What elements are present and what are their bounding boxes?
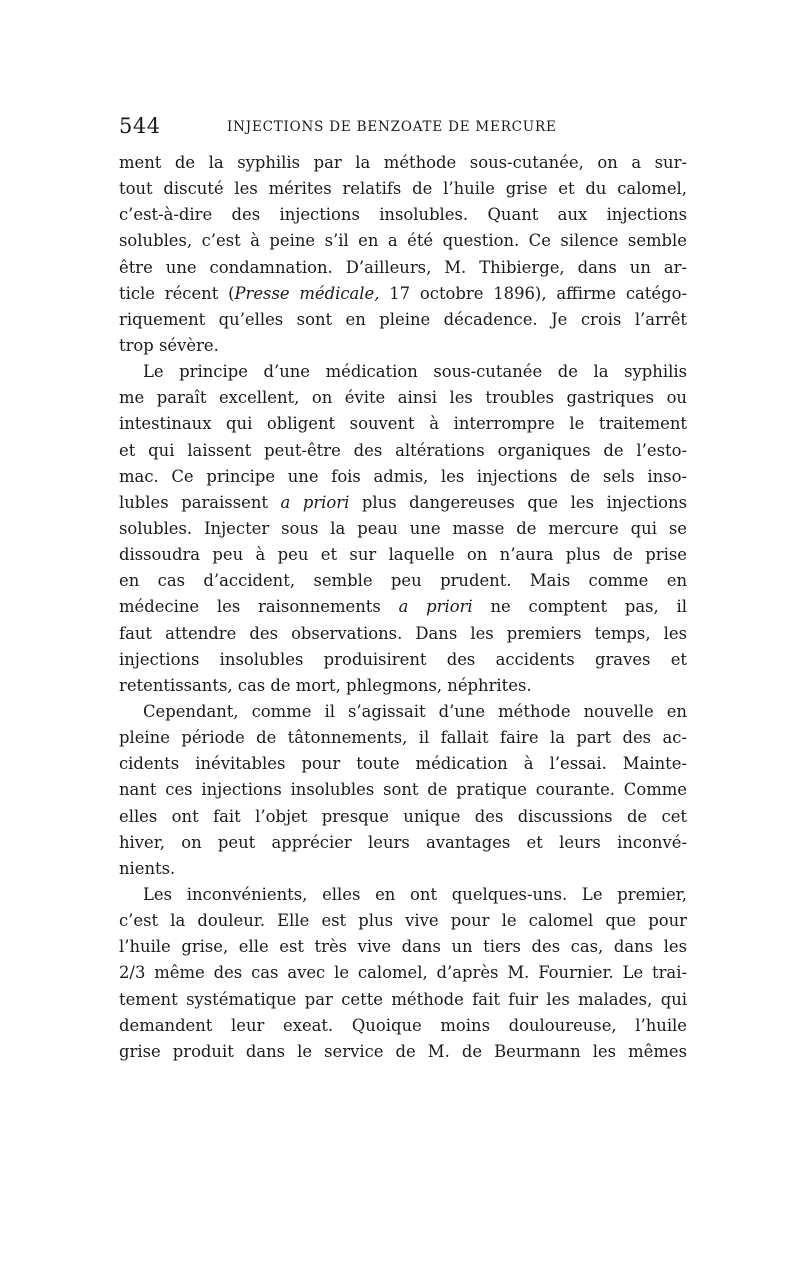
text-line: me paraît excellent, on évite ainsi les troubles gastriques ou bbox=[119, 388, 687, 408]
text-line: solubles, c’est à peine s’il en a été question. Ce silence semble bbox=[119, 231, 687, 251]
text-line: demandent leur exeat. Quoique moins douloureuse, l’huile bbox=[119, 1015, 687, 1035]
text-line: nients. bbox=[119, 858, 176, 878]
text-line bbox=[119, 281, 687, 307]
text-line: faut attendre des observations. Dans les premiers temps, les bbox=[119, 623, 687, 643]
text-line: tout discuté les mérites relatifs de l’huile grise et du calomel, bbox=[119, 179, 687, 199]
text-line bbox=[119, 594, 687, 620]
text-line: Les inconvénients, elles en ont quelques-uns. Le premier, bbox=[143, 884, 687, 904]
text-line bbox=[119, 490, 687, 516]
text-line: l’huile grise, elle est très vive dans un tiers des cas, dans les bbox=[119, 937, 687, 957]
text-run: médecine les raisonnements bbox=[119, 597, 399, 617]
italic-phrase: a priori bbox=[398, 597, 473, 617]
text-line: mac. Ce principe une fois admis, les injections de sels inso- bbox=[119, 466, 687, 486]
text-run: plus dangereuses que les injections bbox=[349, 492, 687, 512]
text-line: injections insolubles produisirent des accidents graves et bbox=[119, 649, 687, 669]
text-run: ne comptent pas, il bbox=[472, 597, 687, 617]
text-line: et qui laissent peut-être des altérations organiques de l’esto- bbox=[119, 440, 687, 460]
text-line: c’est la douleur. Elle est plus vive pour le calomel que pour bbox=[119, 911, 687, 931]
text-line: elles ont fait l’objet presque unique des discussions de cet bbox=[119, 806, 687, 826]
text-line: retentissants, cas de mort, phlegmons, néphrites. bbox=[119, 675, 532, 695]
page-number: 544 bbox=[119, 114, 161, 138]
text-run: 17 octobre 1896), affirme catégo- bbox=[379, 283, 687, 303]
text-line: intestinaux qui obligent souvent à interrompre le traitement bbox=[119, 414, 687, 434]
italic-title: Presse médicale, bbox=[234, 283, 380, 303]
text-line: nant ces injections insolubles sont de pratique courante. Comme bbox=[119, 780, 687, 800]
text-line: grise produit dans le service de M. de Beurmann les mêmes bbox=[119, 1041, 687, 1061]
text-line: tement systématique par cette méthode fait fuir les malades, qui bbox=[119, 989, 687, 1009]
text-line: cidents inévitables pour toute médication à l’essai. Mainte- bbox=[119, 754, 687, 774]
italic-phrase: a priori bbox=[280, 492, 350, 512]
text-line: ment de la syphilis par la méthode sous-cutanée, on a sur- bbox=[119, 153, 687, 172]
text-line: Le principe d’une médication sous-cutanée de la syphilis bbox=[143, 362, 687, 382]
text-run: ticle récent ( bbox=[119, 283, 235, 303]
text-line: être une condamnation. D’ailleurs, M. Thibierge, dans un ar- bbox=[119, 257, 687, 277]
running-head bbox=[119, 112, 687, 140]
body-text bbox=[119, 150, 687, 1065]
text-line: trop sévère. bbox=[119, 335, 219, 355]
text-line: riquement qu’elles sont en pleine décadence. Je crois l’arrêt bbox=[119, 309, 687, 329]
text-run: lubles paraissent bbox=[119, 492, 281, 512]
running-title: INJECTIONS DE BENZOATE DE MERCURE bbox=[227, 119, 557, 135]
text-line: hiver, on peut apprécier leurs avantages et leurs inconvé- bbox=[119, 832, 687, 852]
text-line: en cas d’accident, semble peu prudent. Mais comme en bbox=[119, 571, 687, 591]
text-line: 2/3 même des cas avec le calomel, d’après M. Fournier. Le trai- bbox=[119, 963, 687, 983]
text-line: dissoudra peu à peu et sur laquelle on n’aura plus de prise bbox=[119, 545, 687, 565]
text-line: c’est-à-dire des injections insolubles. Quant aux injections bbox=[119, 205, 687, 225]
text-line: pleine période de tâtonnements, il fallait faire la part des ac- bbox=[119, 728, 687, 748]
text-line: Cependant, comme il s’agissait d’une méthode nouvelle en bbox=[143, 701, 687, 721]
text-line: solubles. Injecter sous la peau une masse de mercure qui se bbox=[119, 518, 687, 538]
